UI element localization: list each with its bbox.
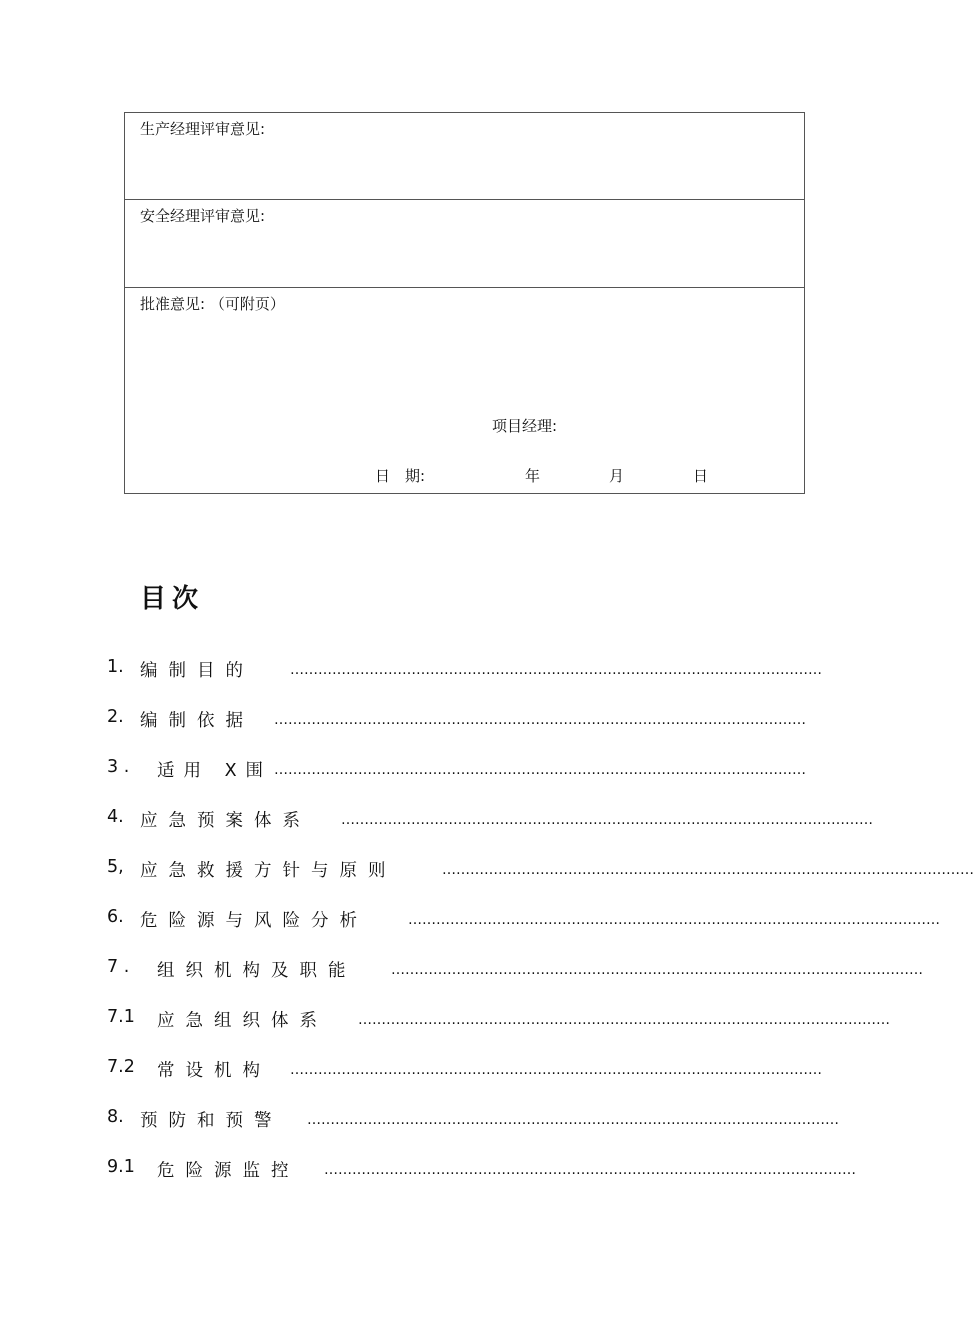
toc-leader-dots: …………………………………………………………………………………………………… [408, 912, 940, 928]
safety-manager-review-label: 安全经理评审意见: [140, 207, 266, 225]
toc-item-number: 1. [107, 657, 124, 677]
approval-row [125, 288, 804, 493]
toc-item-number: 8. [107, 1107, 124, 1127]
production-manager-review-label: 生产经理评审意见: [140, 120, 266, 138]
toc-item-label: 预防和预警 [140, 1111, 283, 1131]
toc-item-label: 组织机构及职能 [157, 961, 357, 981]
project-manager-label: 项目经理: [492, 417, 558, 435]
day-label: 日 [693, 467, 709, 485]
toc-leader-dots: …………………………………………………………………………………………………… [290, 662, 822, 678]
toc-item-number: 7.1 [107, 1007, 135, 1027]
year-label: 年 [525, 467, 541, 485]
toc-item-label: 应急组织体系 [157, 1011, 328, 1031]
toc-item-label: 常设机构 [157, 1061, 271, 1081]
toc-item-number: 7.2 [107, 1057, 135, 1077]
safety-manager-review-row [125, 200, 804, 288]
toc-item-number: 9.1 [107, 1157, 135, 1177]
toc-leader-dots: …………………………………………………………………………………………………… [324, 1162, 856, 1178]
toc-leader-dots: …………………………………………………………………………………………………… [274, 762, 806, 778]
approval-label: 批准意见: （可附页） [140, 295, 285, 313]
toc-leader-dots: …………………………………………………………………………………………………… [290, 1062, 822, 1078]
month-label: 月 [609, 467, 625, 485]
toc-leader-dots: …………………………………………………………………………………………………… [358, 1012, 890, 1028]
toc-item-label: 应急预案体系 [140, 811, 311, 831]
toc-item-label: 危险源监控 [157, 1161, 300, 1181]
toc-item-label: 应急救援方针与原则 [140, 861, 397, 881]
toc-leader-dots: …………………………………………………………………………………………………… [307, 1112, 839, 1128]
toc-leader-dots: …………………………………………………………………………………………………… [442, 862, 974, 878]
date-label: 日 期: [375, 467, 426, 485]
toc-leader-dots: …………………………………………………………………………………………………… [341, 812, 873, 828]
review-table [124, 112, 805, 494]
toc-item-number: 5, [107, 857, 124, 877]
toc-item-label: 编制依据 [140, 711, 254, 731]
toc-leader-dots: …………………………………………………………………………………………………… [391, 962, 923, 978]
toc-item-number: 3 . [107, 757, 130, 777]
production-manager-review-row [125, 113, 804, 200]
toc-item-number: 7 . [107, 957, 130, 977]
toc-item-label: 危险源与风险分析 [140, 911, 368, 931]
toc-item-label: 编制目的 [140, 661, 254, 681]
toc-item-label: 适用 X围 [157, 761, 273, 781]
toc-item-number: 6. [107, 907, 124, 927]
toc-leader-dots: …………………………………………………………………………………………………… [274, 712, 806, 728]
toc-title: 目次 [140, 584, 205, 614]
toc-item-number: 2. [107, 707, 124, 727]
toc-item-number: 4. [107, 807, 124, 827]
